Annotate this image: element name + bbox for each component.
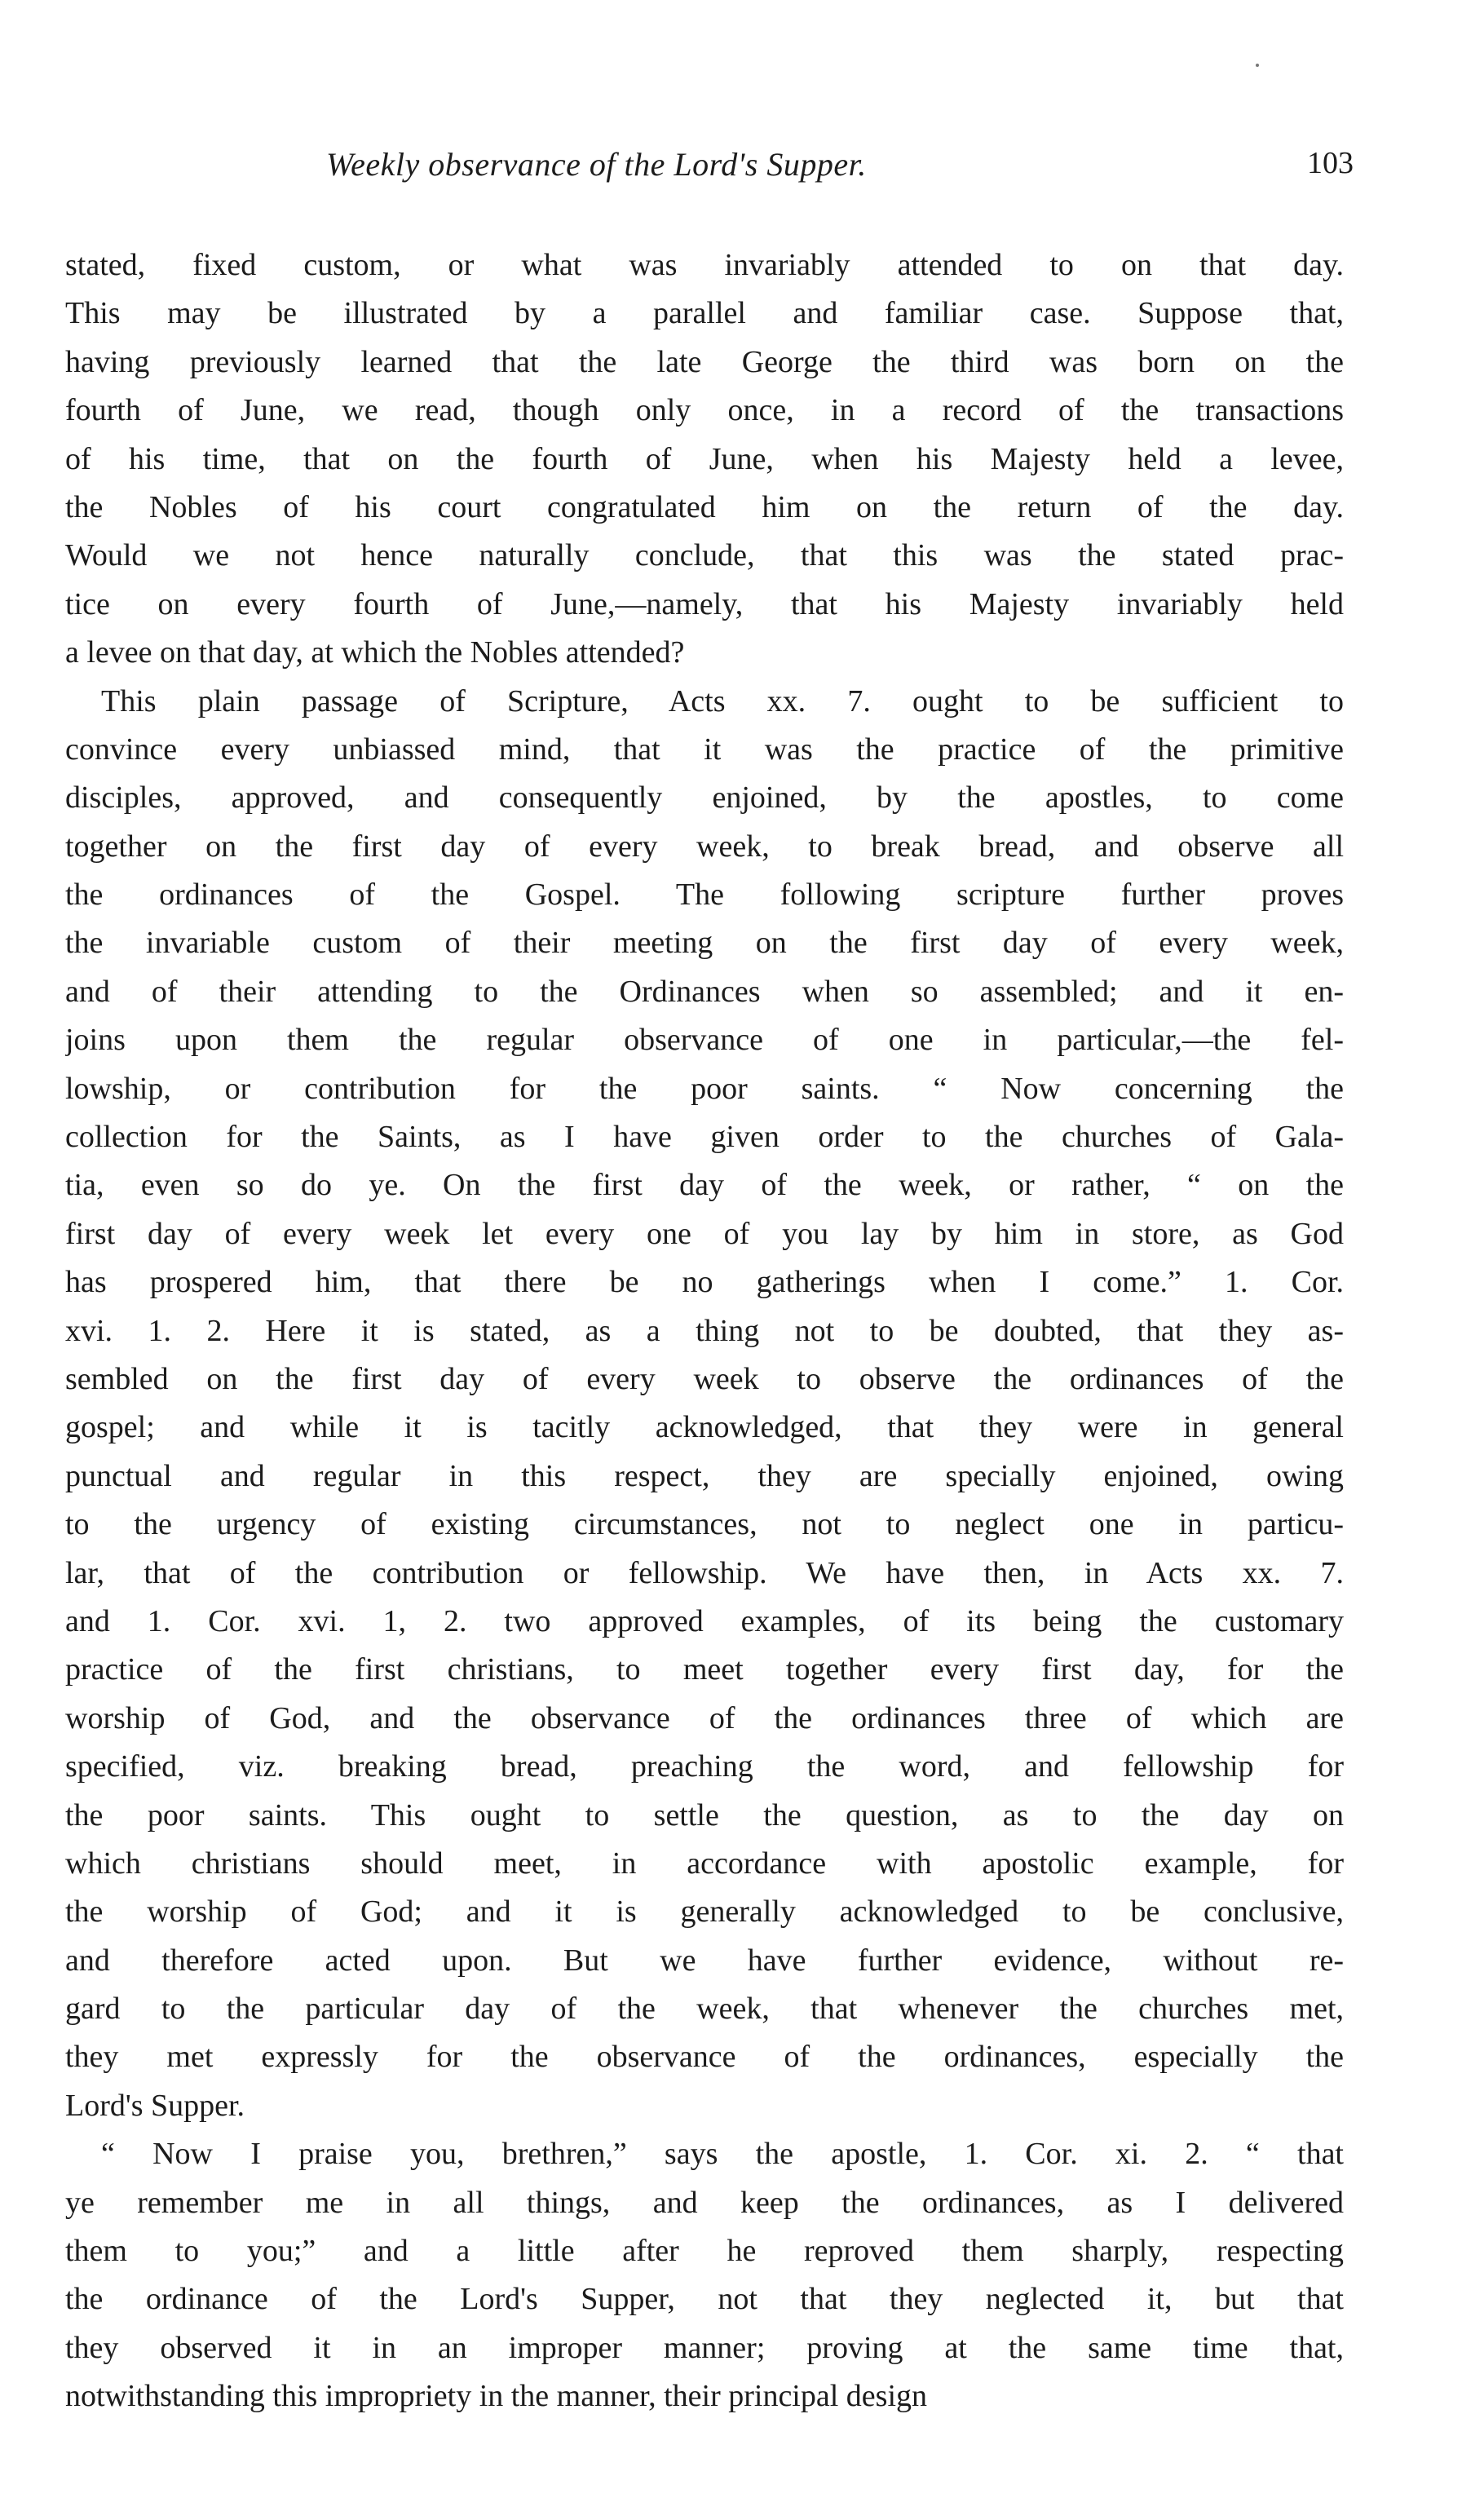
- text-line: This plain passage of Scripture, Acts xx. 7. ought to be sufficient to: [101, 683, 1344, 718]
- text-line: disciples, approved, and consequently enjoined, by the apostles, to come: [65, 780, 1344, 816]
- text-line: and of their attending to the Ordinances when so assembled; and it en-: [65, 974, 1344, 1009]
- text-line: ye remember me in all things, and keep the ordinances, as I delivered: [65, 2185, 1344, 2220]
- text-line: fourth of June, we read, though only once, in a record of the transactions: [65, 393, 1344, 428]
- text-line: they observed it in an improper manner; proving at the same time that,: [65, 2330, 1344, 2365]
- text-line: lar, that of the contribution or fellowship. We have then, in Acts xx. 7.: [65, 1555, 1344, 1590]
- paragraph: [65, 241, 1344, 678]
- text-line: collection for the Saints, as I have given order to the churches of Gala-: [65, 1120, 1344, 1155]
- text-line: lowship, or contribution for the poor saints. “ Now concerning the: [65, 1071, 1344, 1106]
- text-line: the worship of God; and it is generally acknowledged to be conclusive,: [65, 1894, 1344, 1930]
- page-number: 103: [1307, 146, 1354, 180]
- text-line: the ordinance of the Lord's Supper, not that they neglected it, but that: [65, 2282, 1344, 2317]
- text-line: joins upon them the regular observance of one in particular,—the fel-: [65, 1023, 1344, 1058]
- text-line: gospel; and while it is tacitly acknowledged, that they were in general: [65, 1410, 1344, 1445]
- text-line: This may be illustrated by a parallel and familiar case. Suppose that,: [65, 296, 1344, 331]
- text-line: the invariable custom of their meeting on the first day of every week,: [65, 926, 1344, 961]
- page-header: [65, 145, 1354, 194]
- text-line: having previously learned that the late George the third was born on the: [65, 344, 1344, 379]
- text-line: the Nobles of his court congratulated him on the return of the day.: [65, 489, 1344, 524]
- text-line: “ Now I praise you, brethren,” says the apostle, 1. Cor. xi. 2. “ that: [101, 2137, 1344, 2172]
- text-line: first day of every week let every one of you lay by him in store, as God: [65, 1216, 1344, 1251]
- text-line: and 1. Cor. xvi. 1, 2. two approved examples, of its being the customary: [65, 1603, 1344, 1638]
- text-line: them to you;” and a little after he reproved them sharply, respecting: [65, 2234, 1344, 2269]
- text-line: stated, fixed custom, or what was invariably attended to on that day.: [65, 248, 1344, 282]
- text-line: together on the first day of every week, to break bread, and observe all: [65, 829, 1344, 864]
- text-line: and therefore acted upon. But we have further evidence, without re-: [65, 1943, 1344, 1978]
- text-line: sembled on the first day of every week to observe the ordinances of the: [65, 1361, 1344, 1396]
- ink-speck: [1256, 64, 1259, 67]
- text-line: has prospered him, that there be no gatherings when I come.” 1. Cor.: [65, 1265, 1344, 1300]
- text-line: of his time, that on the fourth of June, when his Majesty held a levee,: [65, 441, 1344, 476]
- paragraph: [65, 2130, 1344, 2421]
- text-line: punctual and regular in this respect, they are specially enjoined, owing: [65, 1458, 1344, 1493]
- text-line: they met expressly for the observance of the ordinances, especially the: [65, 2040, 1344, 2075]
- body-text: [65, 241, 1344, 2421]
- text-line: tia, even so do ye. On the first day of the week, or rather, “ on the: [65, 1168, 1344, 1203]
- paragraph: [65, 678, 1344, 2131]
- text-line: a levee on that day, at which the Nobles attended?: [65, 635, 685, 670]
- text-line: the ordinances of the Gospel. The following scripture further proves: [65, 878, 1344, 913]
- text-line: which christians should meet, in accordance with apostolic example, for: [65, 1846, 1344, 1881]
- running-title: Weekly observance of the Lord's Supper.: [326, 146, 867, 183]
- text-line: Lord's Supper.: [65, 2088, 245, 2123]
- text-line: tice on every fourth of June,—namely, that his Majesty invariably held: [65, 586, 1344, 621]
- text-line: convince every unbiassed mind, that it was the practice of the primitive: [65, 732, 1344, 767]
- text-line: xvi. 1. 2. Here it is stated, as a thing not to be doubted, that they as-: [65, 1313, 1344, 1348]
- text-line: practice of the first christians, to meet together every first day, for the: [65, 1652, 1344, 1687]
- text-line: Would we not hence naturally conclude, that this was the stated prac-: [65, 538, 1344, 573]
- text-line: worship of God, and the observance of the ordinances three of which are: [65, 1700, 1344, 1735]
- text-line: to the urgency of existing circumstances, not to neglect one in particu-: [65, 1507, 1344, 1542]
- text-line: gard to the particular day of the week, that whenever the churches met,: [65, 1992, 1344, 2027]
- text-line: the poor saints. This ought to settle the question, as to the day on: [65, 1797, 1344, 1833]
- text-line: specified, viz. breaking bread, preaching the word, and fellowship for: [65, 1749, 1344, 1784]
- text-line: notwithstanding this impropriety in the manner, their principal design: [65, 2379, 928, 2414]
